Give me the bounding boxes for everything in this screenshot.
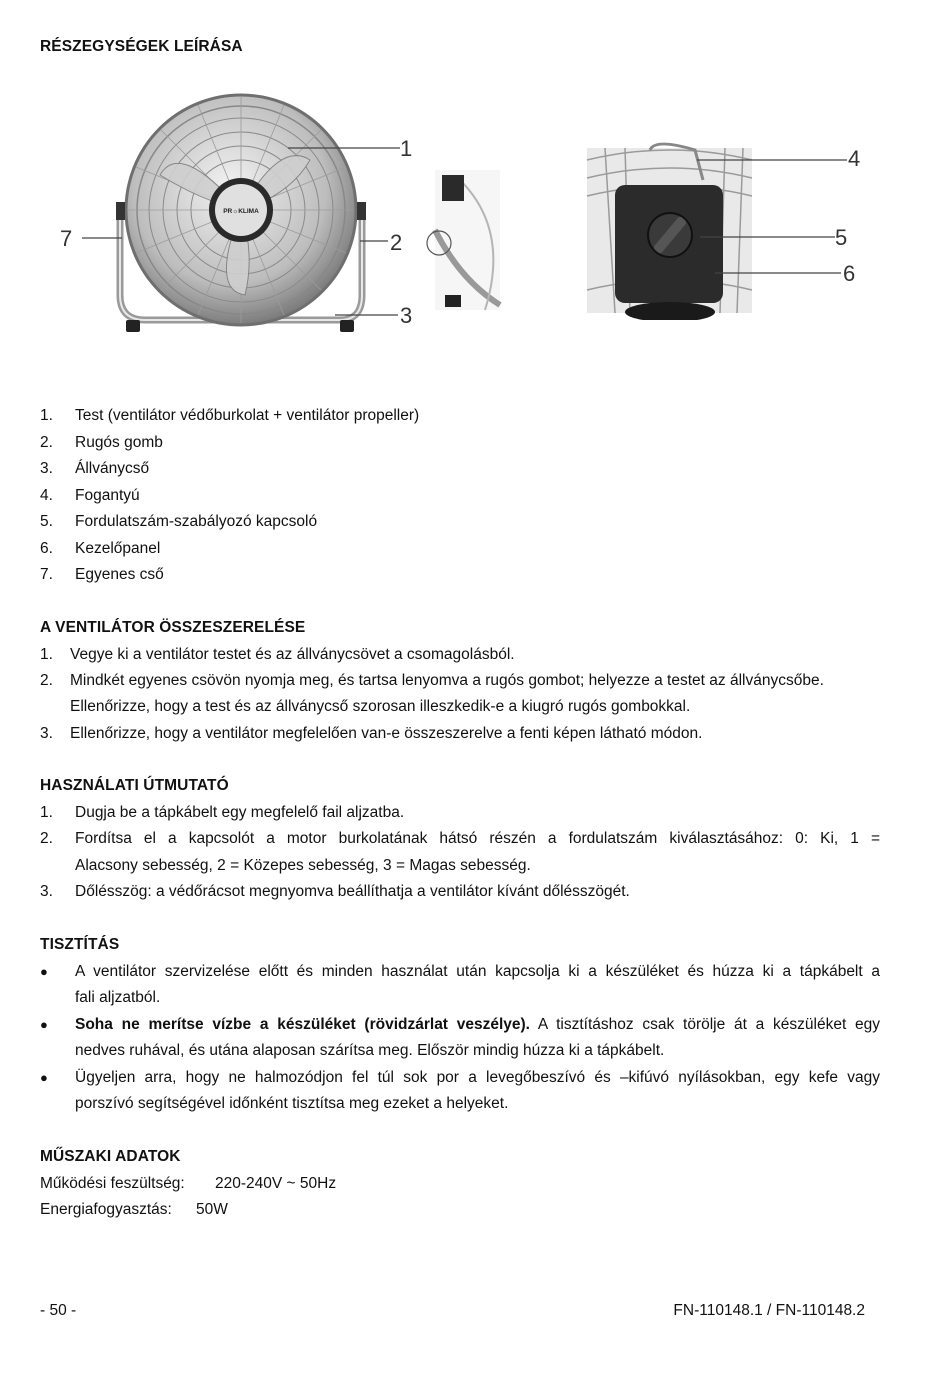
spec-row: Energiafogyasztás: 50W [40,1201,228,1218]
callout-1: 1 [400,136,413,161]
callout-5: 5 [835,225,848,250]
callout-6: 6 [843,261,856,286]
warning-text: Soha ne merítse vízbe a készüléket (rövidzárlat veszélye). [75,1016,530,1033]
fan-figure [40,80,540,350]
foot-right [340,320,354,332]
callout-3: 3 [400,303,413,328]
page-number: - 50 - [40,1302,77,1319]
control-panel-figure [585,140,875,320]
section-title-cleaning: TISZTÍTÁS [40,936,120,953]
model-number: FN-110148.1 / FN-110148.2 [673,1302,865,1319]
brand-logo: PR☼KLIMA [223,208,259,215]
bullet-icon: ● [40,964,48,979]
section-title-assembly: A VENTILÁTOR ÖSSZESZERELÉSE [40,619,306,636]
bullet-icon: ● [40,1017,48,1032]
callout-2: 2 [390,230,403,255]
section-title-parts: RÉSZEGYSÉGEK LEÍRÁSA [40,38,243,55]
callout-7: 7 [60,226,73,251]
manual-page: RÉSZEGYSÉGEK LEÍRÁSA PR☼KLIMA 1 2 3 7 4 5 6 1. Test (ventilátor védőburkolat + ventilátor propeller) 2. Rugós gomb 3. Állványcső 4. Fogantyú 5. Fordulatszám-szabályozó kapcsoló 6. Kezelőpanel 7. Egyenes cső A VENTILÁTOR ÖSSZESZERELÉSE 1. Vegye ki a ventilátor testet és az állványcsövet a csomagolásból. 2. Mindkét egyenes csövön nyomja meg, és tartsa lenyomva a rugós gombot; helyezze a testet az állványcsőbe. Ellenőrizze, hogy a test és az állványcső szorosan illeszkedik-e a kiugró rugós gombokkal. 3. Ellenőrizze, hogy a ventilátor megfelelően van-e összeszerelve a fenti képen látható módon. HASZNÁLATI ÚTMUTATÓ 1. Dugja be a tápkábelt egy megfelelő fail aljzatba. 2. Fordítsa el a kapcsolót a motor burkolatának hátsó részén a fordulatszám kiválasztásához: 0: Ki, 1 = Alacsony sebesség, 2 = Közepes sebesség, 3 = Magas sebesség. 3. Dőlésszög: a védőrácsot megnyomva beállíthatja a ventilátor kívánt dőlésszögét. TISZTÍTÁS ● A ventilátor szervizelése előtt és minden használat után kapcsolja ki a készüléket és húzza ki a tápkábelt a fali aljzatból. ● Soha ne merítse vízbe a készüléket (rövidzárlat veszélye). A tisztításhoz csak törölje át a készüléket egy nedves ruhával, és utána alaposan szárítsa meg. Először mindig húzza ki a tápkábelt. ● Ügyeljen arra, hogy ne halmozódjon fel túl sok por a levegőbeszívó és –kifúvó nyílásokban, egy kefe vagy porszívó segítségével időnként tisztítsa meg ezeket a helyeket. MŰSZAKI ADATOK Működési feszültség: 220-240V ~ 50Hz Energiafogyasztás: 50W - 50 - FN-110148.1 / FN-110148.2 [40,38,881,1319]
foot-left [126,320,140,332]
bullet-icon: ● [40,1070,48,1085]
callout-4: 4 [848,146,861,171]
spring-button-detail [427,170,500,310]
spec-row: Működési feszültség: 220-240V ~ 50Hz [40,1175,337,1192]
section-title-specs: MŰSZAKI ADATOK [40,1148,181,1165]
section-title-usage: HASZNÁLATI ÚTMUTATÓ [40,777,229,794]
